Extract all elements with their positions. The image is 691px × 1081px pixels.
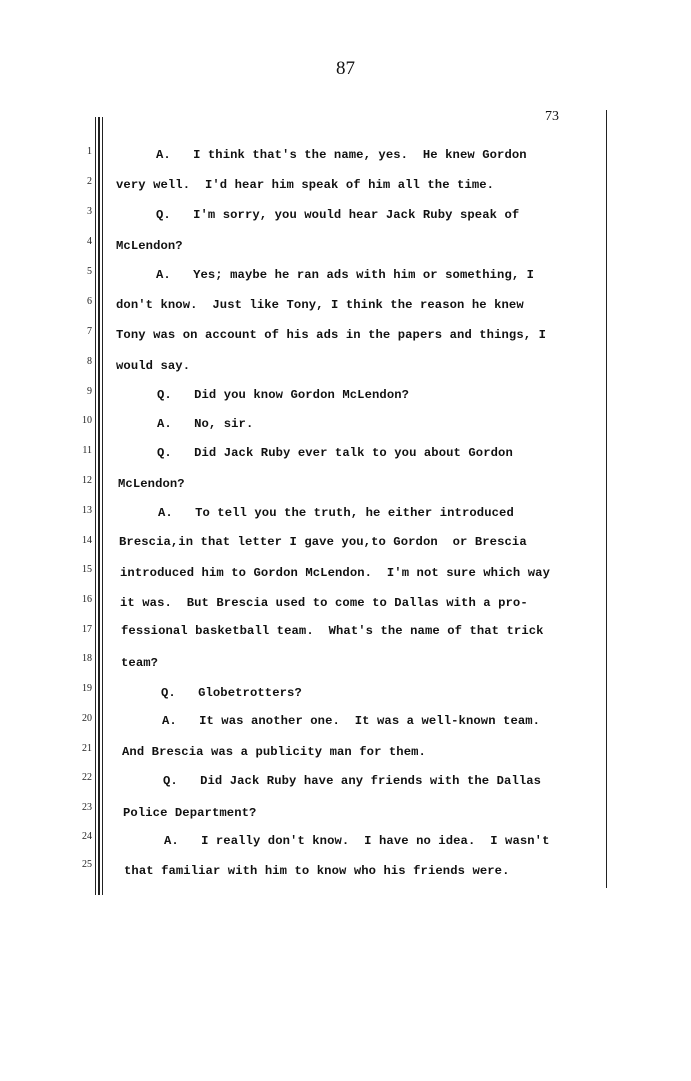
line-number: 17 — [82, 624, 92, 635]
line-number: 24 — [82, 831, 92, 842]
transcript-line: very well. I'd hear him speak of him all the time. — [116, 178, 495, 192]
left-margin-rule — [95, 117, 96, 895]
transcript-line: team? — [121, 656, 159, 670]
line-number: 3 — [87, 206, 92, 217]
transcript-line: Q. Did you know Gordon McLendon? — [157, 388, 410, 402]
line-number: 7 — [87, 326, 92, 337]
line-number: 1 — [87, 146, 92, 157]
transcript-line: would say. — [116, 359, 191, 373]
line-number: 11 — [82, 445, 92, 456]
line-number: 15 — [82, 564, 92, 575]
transcript-line: introduced him to Gordon McLendon. I'm not sure which way — [120, 566, 550, 580]
transcript-line: Brescia,in that letter I gave you,to Gordon or Brescia — [119, 535, 527, 549]
line-number: 5 — [87, 266, 92, 277]
line-number: 10 — [82, 415, 92, 426]
transcript-line: fessional basketball team. What's the name of that trick — [121, 624, 544, 638]
transcript-line: it was. But Brescia used to come to Dallas with a pro- — [120, 596, 528, 610]
line-number: 25 — [82, 859, 92, 870]
transcript-line: A. I think that's the name, yes. He knew Gordon — [156, 148, 527, 162]
line-number: 14 — [82, 535, 92, 546]
page-number: 87 — [336, 58, 355, 79]
transcript-line: Q. Globetrotters? — [161, 686, 302, 700]
right-margin-rule — [606, 110, 607, 888]
transcript-line: McLendon? — [118, 477, 185, 491]
transcript-line: Q. I'm sorry, you would hear Jack Ruby speak of — [156, 208, 520, 222]
line-number: 12 — [82, 475, 92, 486]
line-number: 2 — [87, 176, 92, 187]
transcript-line: Tony was on account of his ads in the papers and things, I — [116, 328, 546, 342]
transcript-line: And Brescia was a publicity man for them. — [122, 745, 426, 759]
transcript-line: don't know. Just like Tony, I think the reason he knew — [116, 298, 524, 312]
line-number: 23 — [82, 802, 92, 813]
line-number: 21 — [82, 743, 92, 754]
line-number: 8 — [87, 356, 92, 367]
left-margin-rule — [102, 117, 103, 895]
line-number: 16 — [82, 594, 92, 605]
transcript-line: Q. Did Jack Ruby ever talk to you about Gordon — [157, 446, 513, 460]
transcript-line: A. I really don't know. I have no idea. I wasn't — [164, 834, 550, 848]
line-number: 20 — [82, 713, 92, 724]
original-page-number: 73 — [545, 109, 559, 124]
transcript-line: Police Department? — [123, 806, 257, 820]
transcript-line: McLendon? — [116, 239, 183, 253]
transcript-line: Q. Did Jack Ruby have any friends with the Dallas — [163, 774, 542, 788]
transcript-line: that familiar with him to know who his friends were. — [124, 864, 510, 878]
line-number: 9 — [87, 386, 92, 397]
line-number: 4 — [87, 236, 92, 247]
line-number: 19 — [82, 683, 92, 694]
transcript-line: A. It was another one. It was a well-known team. — [162, 714, 541, 728]
line-number: 18 — [82, 653, 92, 664]
transcript-line: A. Yes; maybe he ran ads with him or something, I — [156, 268, 535, 282]
line-number: 22 — [82, 772, 92, 783]
transcript-line: A. No, sir. — [157, 417, 254, 431]
line-number: 13 — [82, 505, 92, 516]
line-number: 6 — [87, 296, 92, 307]
left-margin-rule — [98, 117, 100, 895]
transcript-line: A. To tell you the truth, he either introduced — [158, 506, 514, 520]
